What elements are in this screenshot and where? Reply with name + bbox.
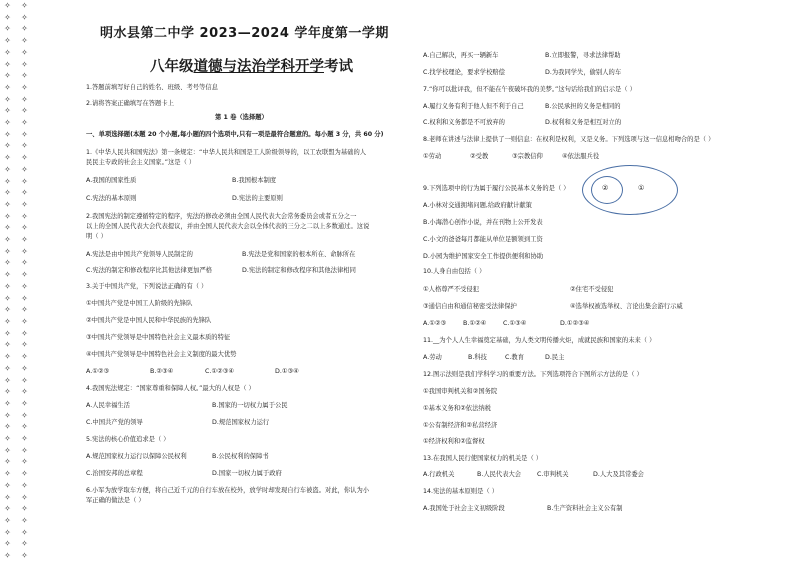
- outer-circle-label: ①: [638, 184, 645, 192]
- answer-option: B.小海潜心创作小说，并在刊物上公开发表: [423, 219, 543, 226]
- border-star-icon: ✧: [21, 12, 28, 22]
- answer-option: B.立即报警，寻求法律帮助: [545, 52, 621, 59]
- border-star-icon: ✧: [21, 480, 28, 490]
- statement-item: ①基本义务和②依法纳税: [423, 405, 491, 412]
- border-star-icon: ✧: [21, 457, 28, 467]
- answer-option: C.中国共产党的领导: [86, 419, 143, 426]
- statement-item: ①中国共产党是中国工人阶级的先锋队: [86, 300, 193, 307]
- statement-item: ④中国共产党领导是中国特色社会主义制度的最大优势: [86, 351, 237, 358]
- border-star-icon: ✧: [4, 445, 11, 455]
- answer-option: B.科技: [468, 354, 487, 361]
- question-text: 4.我国宪法规定：“国家尊重和保障人权。”最大的人权是（ ）: [86, 385, 255, 392]
- border-star-icon: ✧: [21, 258, 28, 268]
- answer-option: C.小文的爸爸每月都能从单位足额领到工资: [423, 236, 543, 243]
- border-star-icon: ✧: [21, 235, 28, 245]
- answer-option: A.小林对交通拥堵问题,给政府献计献策: [423, 202, 532, 209]
- border-star-icon: ✧: [4, 258, 11, 268]
- border-star-icon: ✧: [21, 153, 28, 163]
- statement-item: ②住宅不受侵犯: [570, 286, 614, 293]
- answer-option: B.生产资料社会主义公有制: [547, 505, 623, 512]
- answer-option: A.行政机关: [423, 471, 455, 478]
- answer-option: C.审判机关: [537, 471, 569, 478]
- border-right: [20, 0, 29, 562]
- answer-option: A.我国处于社会主义初级阶段: [423, 505, 505, 512]
- statement-item: ④依法服兵役: [562, 153, 600, 160]
- statement-item: ④选举权被选举权、言论出集会游行示威: [570, 303, 683, 310]
- border-star-icon: ✧: [4, 539, 11, 549]
- exam-school-title: 明水县第二中学 2023—2024 学年度第一学期: [100, 26, 389, 41]
- answer-option: C.找学校理论，要求学校赔偿: [423, 69, 505, 76]
- border-star-icon: ✧: [4, 504, 11, 514]
- border-star-icon: ✧: [4, 223, 11, 233]
- border-star-icon: ✧: [4, 199, 11, 209]
- answer-option: D.规范国家权力运行: [212, 419, 270, 426]
- border-star-icon: ✧: [4, 492, 11, 502]
- border-star-icon: ✧: [4, 141, 11, 151]
- question-text: 2.我国宪法的制定遵循特定的程序，宪法的修改必须由全国人民代表大会常务委员会或者五分之一: [86, 213, 357, 220]
- answer-option: A.①②③: [423, 320, 447, 327]
- border-left: [3, 0, 12, 562]
- border-star-icon: ✧: [4, 153, 11, 163]
- border-star-icon: ✧: [4, 118, 11, 128]
- answer-option: D.民主: [545, 354, 565, 361]
- border-star-icon: ✧: [4, 188, 11, 198]
- border-star-icon: ✧: [21, 445, 28, 455]
- border-star-icon: ✧: [21, 410, 28, 420]
- border-star-icon: ✧: [21, 71, 28, 81]
- border-star-icon: ✧: [4, 515, 11, 525]
- answer-option: C.权利和义务都是不可放弃的: [423, 119, 505, 126]
- border-star-icon: ✧: [21, 492, 28, 502]
- border-star-icon: ✧: [4, 176, 11, 186]
- statement-item: ①经济权利和②监督权: [423, 438, 485, 445]
- border-star-icon: ✧: [21, 328, 28, 338]
- border-star-icon: ✧: [21, 305, 28, 315]
- border-star-icon: ✧: [4, 106, 11, 116]
- border-star-icon: ✧: [4, 469, 11, 479]
- border-star-icon: ✧: [21, 94, 28, 104]
- border-star-icon: ✧: [4, 480, 11, 490]
- answer-option: A.自己解决，再买一辆新车: [423, 52, 499, 59]
- border-star-icon: ✧: [21, 270, 28, 280]
- section-instruction: 一、单项选择题(本题 20 个小题,每小题的四个选项中,只有一项是最符合题意的。每小题 3 分，共 60 分): [86, 131, 384, 138]
- border-star-icon: ✧: [4, 352, 11, 362]
- statement-item: ①人格尊严不受侵犯: [423, 286, 480, 293]
- border-star-icon: ✧: [21, 24, 28, 34]
- question-text: 民民主专政的社会主义国家。”这是（ ）: [86, 159, 196, 166]
- border-star-icon: ✧: [21, 515, 28, 525]
- statement-item: ②受教: [470, 153, 489, 160]
- border-star-icon: ✧: [4, 12, 11, 22]
- inner-circle-label: ②: [602, 184, 609, 192]
- border-star-icon: ✧: [21, 199, 28, 209]
- question-text: 7.“你可以批评我，但不能在午夜破坏我的美梦。”这句话给我们的启示是（ ）: [423, 86, 636, 93]
- border-star-icon: ✧: [21, 1, 28, 10]
- statement-item: ②中国共产党是中国人民和中华民族的先锋队: [86, 317, 212, 324]
- border-star-icon: ✧: [4, 94, 11, 104]
- question-text: 8.老师在讲述与法律上提供了一则信息：在权利是权利，又是义务。下列选项与这一信息相吻合的是（ ）: [423, 136, 715, 143]
- border-star-icon: ✧: [21, 246, 28, 256]
- question-text: 5.宪法的核心价值追求是（ ）: [86, 436, 170, 443]
- border-star-icon: ✧: [21, 527, 28, 537]
- answer-option: B.公民承担的义务是相同的: [545, 103, 621, 110]
- border-star-icon: ✧: [21, 340, 28, 350]
- border-star-icon: ✧: [21, 118, 28, 128]
- border-star-icon: ✧: [21, 281, 28, 291]
- border-star-icon: ✧: [21, 375, 28, 385]
- border-star-icon: ✧: [4, 47, 11, 57]
- border-star-icon: ✧: [4, 340, 11, 350]
- statement-item: ①劳动: [423, 153, 442, 160]
- statement-item: ①公有制经济和②私营经济: [423, 422, 498, 429]
- border-star-icon: ✧: [4, 36, 11, 46]
- question-text: 12.图示法则是我们学科学习的重要方法。下列选项符合下图所示方法的是（ ）: [423, 371, 643, 378]
- border-star-icon: ✧: [21, 223, 28, 233]
- border-star-icon: ✧: [21, 434, 28, 444]
- answer-option: A.宪法是由中国共产党领导人民制定的: [86, 251, 193, 258]
- border-star-icon: ✧: [21, 363, 28, 373]
- border-star-icon: ✧: [21, 211, 28, 221]
- border-star-icon: ✧: [4, 398, 11, 408]
- border-star-icon: ✧: [21, 176, 28, 186]
- border-star-icon: ✧: [4, 410, 11, 420]
- answer-option: B.人民代表大会: [477, 471, 522, 478]
- answer-option: C.①③④: [503, 320, 527, 327]
- answer-option: B.公民权利的保障书: [212, 453, 269, 460]
- section-title: 第 1 卷（选择题）: [215, 114, 268, 121]
- border-star-icon: ✧: [21, 82, 28, 92]
- answer-option: B.①②④: [463, 320, 487, 327]
- question-text: 以上的全国人民代表大会代表提议，并由全国人民代表大会以全体代表的三分之二以上多数通过。这说: [86, 223, 370, 230]
- border-star-icon: ✧: [4, 129, 11, 139]
- border-star-icon: ✧: [21, 141, 28, 151]
- border-star-icon: ✧: [21, 106, 28, 116]
- border-star-icon: ✧: [4, 270, 11, 280]
- border-star-icon: ✧: [21, 293, 28, 303]
- question-text: 1.《中华人民共和国宪法》第一条规定：“中华人民共和国是工人阶级领导的，以工农联盟为基础的人: [86, 149, 367, 156]
- answer-option: D.小园为维护国家安全工作提供便利和协助: [423, 253, 544, 260]
- instruction-line: 2.请将答案正确填写在答题卡上: [86, 100, 174, 107]
- question-text: 军正确的做法是（ ）: [86, 497, 145, 504]
- answer-option: D.宪法的制定和修改程序和其他法律相同: [242, 267, 356, 274]
- border-star-icon: ✧: [4, 551, 11, 561]
- border-star-icon: ✧: [21, 398, 28, 408]
- border-star-icon: ✧: [4, 375, 11, 385]
- border-star-icon: ✧: [21, 316, 28, 326]
- border-star-icon: ✧: [21, 47, 28, 57]
- question-text: 3.关于中国共产党，下列说法正确的有（ ）: [86, 283, 208, 290]
- answer-option: C.①②③④: [205, 368, 234, 375]
- question-text: 10.人身自由包括（ ）: [423, 268, 486, 275]
- border-star-icon: ✧: [4, 211, 11, 221]
- answer-option: D.为我同学失，偷别人的车: [545, 69, 622, 76]
- statement-item: ③宗教信仰: [512, 153, 543, 160]
- answer-option: A.规范国家权力运行以保障公民权利: [86, 453, 187, 460]
- answer-option: B.我国根本制度: [232, 177, 277, 184]
- answer-option: D.①③④: [275, 368, 299, 375]
- answer-option: B.国家的一切权力属于公民: [212, 402, 288, 409]
- border-star-icon: ✧: [4, 82, 11, 92]
- answer-option: D.宪法的主要原则: [232, 195, 283, 202]
- answer-option: A.我国的国家性质: [86, 177, 137, 184]
- border-star-icon: ✧: [21, 164, 28, 174]
- border-star-icon: ✧: [4, 316, 11, 326]
- border-star-icon: ✧: [4, 527, 11, 537]
- border-star-icon: ✧: [4, 71, 11, 81]
- question-text: 13.在我国人民行使国家权力的机关是（ ）: [423, 455, 543, 462]
- border-star-icon: ✧: [4, 305, 11, 315]
- border-star-icon: ✧: [4, 387, 11, 397]
- border-star-icon: ✧: [21, 422, 28, 432]
- border-star-icon: ✧: [21, 469, 28, 479]
- answer-option: C.教育: [505, 354, 524, 361]
- border-star-icon: ✧: [4, 24, 11, 34]
- border-star-icon: ✧: [4, 328, 11, 338]
- exam-subject-title: 八年级道德与法治学科开学考试: [150, 59, 353, 75]
- question-text: 11.__为个人人生幸福奠定基础，为人类文明传播火炬，成就民族和国家的未来（ ）: [423, 337, 656, 344]
- answer-option: A.①②③: [86, 368, 110, 375]
- border-star-icon: ✧: [21, 36, 28, 46]
- border-star-icon: ✧: [21, 539, 28, 549]
- answer-option: D.国家一切权力属于政府: [212, 470, 282, 477]
- border-star-icon: ✧: [21, 59, 28, 69]
- question-text: 14.宪法的基本原则是（ ）: [423, 488, 498, 495]
- border-star-icon: ✧: [21, 352, 28, 362]
- answer-option: D.①②③④: [560, 320, 590, 327]
- question-text: 9.下列选项中的行为属于履行公民基本义务的是（ ）: [423, 185, 570, 192]
- border-star-icon: ✧: [4, 164, 11, 174]
- question-text: 6.小军为放学取车方便，将自己近千元的自行车放在校外，放学时却发现自行车被盗。对此，你认为小: [86, 487, 370, 494]
- border-star-icon: ✧: [21, 504, 28, 514]
- answer-option: A.履行义务有利于他人但不利于自己: [423, 103, 524, 110]
- border-star-icon: ✧: [4, 363, 11, 373]
- border-star-icon: ✧: [4, 59, 11, 69]
- border-star-icon: ✧: [21, 188, 28, 198]
- border-star-icon: ✧: [4, 293, 11, 303]
- border-star-icon: ✧: [4, 281, 11, 291]
- question-text: 明（ ）: [86, 233, 107, 240]
- instruction-line: 1.答题前填写好自己的姓名、班级、考号等信息: [86, 84, 218, 91]
- answer-option: C.宪法的基本原则: [86, 195, 137, 202]
- answer-option: D.权利和义务是相互对立的: [545, 119, 622, 126]
- border-star-icon: ✧: [21, 129, 28, 139]
- border-star-icon: ✧: [4, 434, 11, 444]
- statement-item: ③中国共产党领导是中国特色社会主义最本质的特征: [86, 334, 231, 341]
- border-star-icon: ✧: [21, 551, 28, 561]
- border-star-icon: ✧: [4, 457, 11, 467]
- answer-option: A.人民幸福生活: [86, 402, 130, 409]
- answer-option: B.②③④: [150, 368, 174, 375]
- answer-option: C.宪法的制定和修改程序比其他法律更加严格: [86, 267, 213, 274]
- answer-option: A.劳动: [423, 354, 442, 361]
- answer-option: B.宪法是党和国家的根本所在、命脉所在: [242, 251, 356, 258]
- border-star-icon: ✧: [4, 422, 11, 432]
- statement-item: ③通信自由和通信秘密受法律保护: [423, 303, 517, 310]
- answer-option: D.人大及其常委会: [593, 471, 644, 478]
- border-star-icon: ✧: [4, 1, 11, 10]
- statement-item: ①我国审判机关和②国务院: [423, 388, 498, 395]
- border-star-icon: ✧: [21, 387, 28, 397]
- answer-option: C.治国安邦的总章程: [86, 470, 143, 477]
- border-star-icon: ✧: [4, 235, 11, 245]
- border-star-icon: ✧: [4, 246, 11, 256]
